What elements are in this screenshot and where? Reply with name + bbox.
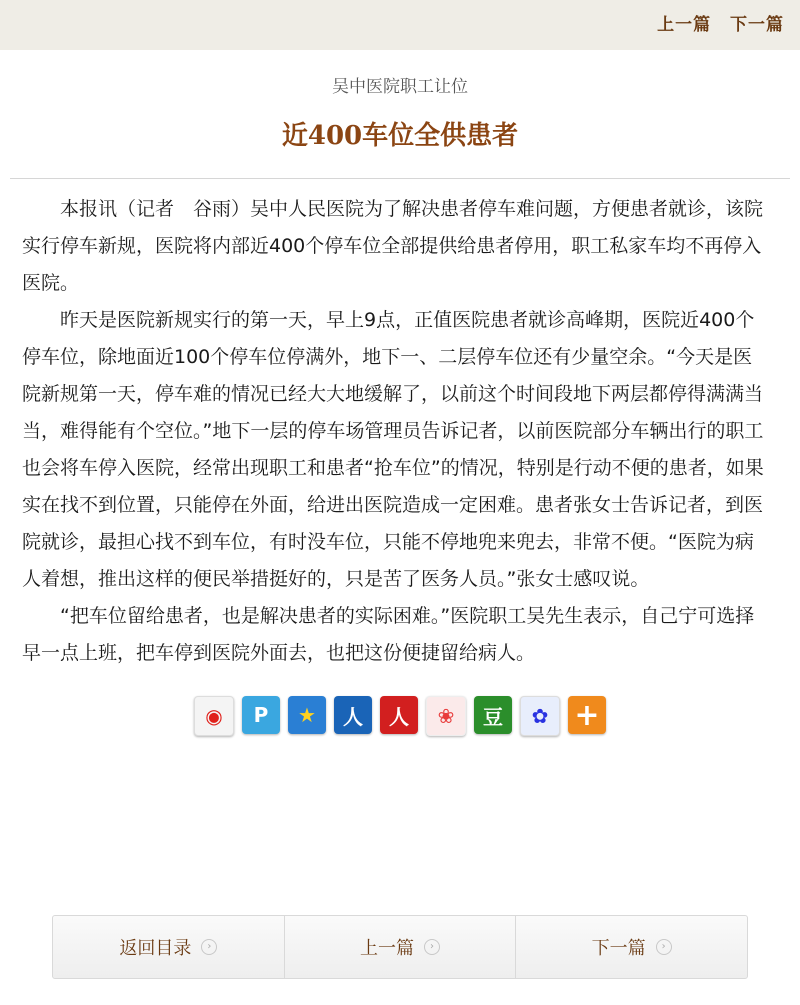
qzone-share-icon[interactable]: ★ xyxy=(288,696,326,734)
top-nav xyxy=(645,10,784,35)
prev-article-button[interactable] xyxy=(285,916,517,978)
weibo-share-icon[interactable]: ◉ xyxy=(194,696,234,736)
baidu-share-icon[interactable]: ✿ xyxy=(520,696,560,736)
article-paragraph: 昨天是医院新规实行的第一天，早上9点，正值医院患者就诊高峰期，医院近400个停车位，除地面近100个停车位停满外，地下一、二层停车位还有少量空余。“今天是医院新规第一天，停车难的情况已经大大地缓解了，以前这个时间段地下两层都停得满满当当，难得能有个空位。”地下一层的停车场管理员告诉记者，以前医院部分车辆出行的职工也会将车停入医院，经常出现职工和患者“抢车位”的情况，特别是行动不便的患者，如果实在找不到位置，只能停在外面，给进出医院造成一定困难。患者张女士告诉记者，到医院就诊，最担心找不到车位，有时没车位，只能不停地兜来兜去，非常不便。“医院为病人着想，推出这样的便民举措挺好的，只是苦了医务人员。”张女士感叹说。 xyxy=(22,309,764,590)
article-paragraph: 本报讯（记者 谷雨）吴中人民医院为了解决患者停车难问题，方便患者就诊，该院实行停车新规，医院将内部近400个停车位全部提供给患者停用，职工私家车均不再停入医院。 xyxy=(22,198,764,294)
top-prev-link[interactable]: 上一篇 xyxy=(657,15,712,35)
share-bar xyxy=(0,696,800,736)
kaixin-share-icon[interactable]: ❀ xyxy=(426,696,466,736)
top-next-link[interactable]: 下一篇 xyxy=(730,15,784,35)
article-subtitle: 吴中医院职工让位 xyxy=(332,77,468,97)
chevron-right-icon: › xyxy=(201,939,217,955)
prev-article-label: 上一篇 xyxy=(360,938,414,959)
top-bar xyxy=(0,0,800,50)
article-paragraph: “把车位留给患者，也是解决患者的实际困难。”医院职工吴先生表示，自己宁可选择早一点上班，把车停到医院外面去，也把这份便捷留给病人。 xyxy=(22,605,755,664)
people-share-icon[interactable]: 人 xyxy=(380,696,418,734)
tencent-weibo-share-icon[interactable]: P xyxy=(242,696,280,734)
chevron-right-icon: › xyxy=(424,939,440,955)
back-to-index-label: 返回目录 xyxy=(119,938,192,959)
bottom-nav xyxy=(52,915,748,979)
renren-share-icon[interactable]: 人 xyxy=(334,696,372,734)
more-share-icon[interactable]: + xyxy=(568,696,606,734)
next-article-button[interactable] xyxy=(516,916,747,978)
chevron-right-icon: › xyxy=(656,939,672,955)
next-article-label: 下一篇 xyxy=(591,938,646,959)
article-title: 近400车位全供患者 xyxy=(281,121,519,151)
back-to-index-button[interactable] xyxy=(53,916,285,978)
douban-share-icon[interactable]: 豆 xyxy=(474,696,512,734)
article-body xyxy=(0,179,800,672)
